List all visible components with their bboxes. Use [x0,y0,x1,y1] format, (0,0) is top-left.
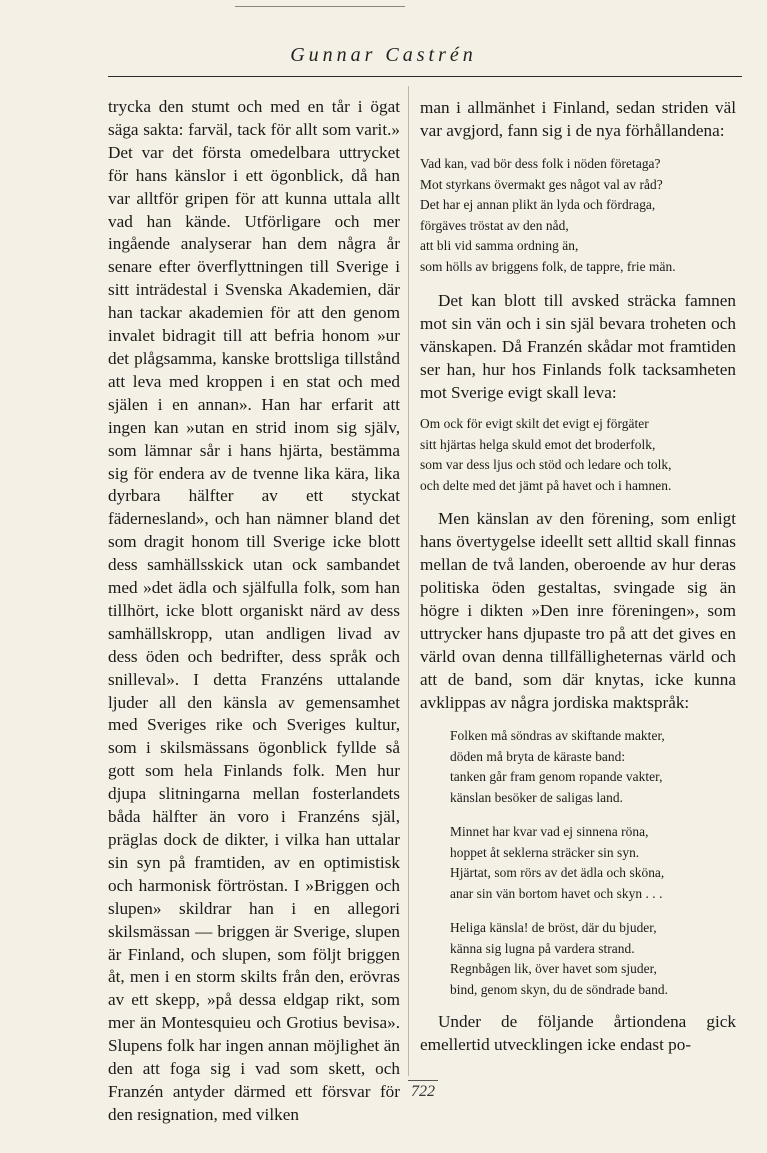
right-paragraph-3: Men känslan av den förening, som enligt hans övertygelse ideellt sett alltid skall finnas mellan de två landen, oberoende av hur deras politiska öden gestaltas, svingade sig än högre i dikten »Den inre föreningen», som uttrycker hans djupaste tro på att det gives en värld ovan denna tillfälligheternas värld och att de band, som där knytas, icke kunna avklippas av några jordiska maktspråk: [420,509,736,712]
verse-line: tanken går fram genom ropande vakter, [450,769,663,784]
verse-quote-2 [420,414,736,496]
verse-stanza-3 [450,918,736,1000]
verse-line: anar sin vän bortom havet och skyn . . . [450,885,663,901]
verse-line: Om ock för evigt skilt det evigt ej förgäter [420,416,649,431]
verse-line: Folken må söndras av skiftande makter, [450,728,665,743]
right-column [420,96,736,1056]
verse-stanza-2 [450,822,736,904]
verse-line: som hölls av briggens folk, de tappre, frie män. [420,258,676,274]
verse-line: och delte med det jämt på havet och i hamnen. [420,477,672,493]
verse-line: förgäves tröstat av den nåd, [420,217,569,233]
left-column [108,96,400,1127]
verse-line: Heliga känsla! de bröst, där du bjuder, [450,920,657,935]
column-divider [408,86,409,1076]
verse-line: Minnet har kvar vad ej sinnena röna, [450,824,649,839]
verse-line: Hjärtat, som rörs av det ädla och sköna, [450,865,665,880]
right-paragraph-2: Det kan blott till avsked sträcka famnen mot sin vän och i sin själ bevara troheten och vänskapen. Då Franzén skådar mot framtiden ser han, hur hos Finlands folk tacksamheten mot Sverige evigt skall leva: [420,291,736,402]
page-number: 722 [411,1083,435,1100]
verse-stanza-1 [450,726,736,808]
verse-line: som var dess ljus och stöd och ledare och tolk, [420,457,672,472]
verse-line: känslan besöker de saligas land. [450,789,624,805]
verse-line: bind, genom skyn, du de söndrade band. [450,981,668,997]
verse-line: Regnbågen lik, över havet som sjuder, [450,961,657,976]
left-column-text: trycka den stumt och med en tår i ögat säga sakta: farväl, tack för allt som varit.» Det var det första omedelbara uttrycket för hans känslor i ett ögonblick, då han var alltför gripen för att kunna uttala allt vad han kände. Utförligare och mer ingående analyserar han dem några år senare efter överflyttningen till Sverige i sitt inträdestal i Svenska Akademien, där han tackar akademien för att den genom invalet bidragit till att befria honom »ur det plågsamma, kanske brottsliga tillstånd att leva med kroppen i en stat och med själen i en annan». Han har erfarit att ingen kan »utan en strid inom sig själv, som lämnar sår i hans hjärta, bestämma sig för endera av de tvenne lika kära, lika dyrbara hälfter av ett styckat fädernesland», och han nämner bland det som dragit honom till Sverige icke blott dess samhällsskick utan ock sambandet med »det ädla och själfulla folk, som han tillhört, icke blott organiskt närd av dess samhällskropp, utan andligen livad av dess öden och bedrifter, dess språk och snilleval». I detta Franzéns uttalande ljuder all den känsla av gemensamhet med Sveriges rike och Sveriges kultur, som i skilsmässans ögonblick fyllde så gott som hela Finlands folk. Men hur djupa slitningarna mellan fosterlandets båda hälfter än voro i Franzéns själ, präglas dock de dikter, i vilka han uttalar sin syn på framtiden, av en optimistisk och harmonisk förtröstan. I »Briggen och slupen» skildrar han i en allegori skilsmässan — briggen är Sverige, slupen är Finland, och slupen, som följt briggen åt, men i en storm skilts från den, erövras av ett skepp, »på dessa eldgap rikt, som mer än Montesquieu och Grotius bevisa». Slupens folk har ingen annan möjlighet än den att foga sig i vad som skett, och Franzén antyder därmed ett försvar för den resignation, med vilken [108,97,400,1124]
header-rule [108,76,742,77]
verse-line: Vad kan, vad bör dess folk i nöden företaga? [420,156,661,171]
right-paragraph-4: Under de följande årtiondena gick emellertid utvecklingen icke endast po- [420,1012,736,1054]
verse-quote-1 [420,154,736,277]
verse-line: känna sig lugna på vardera strand. [450,940,635,956]
footer-rule [408,1080,438,1081]
running-head: Gunnar Castrén [290,44,477,66]
verse-line: att bli vid samma ordning än, [420,238,579,253]
verse-line: sitt hjärtas helga skuld emot det broderfolk, [420,436,656,452]
verse-line: Det har ej annan plikt än lyda och fördraga, [420,197,656,212]
right-intro-paragraph: man i allmänhet i Finland, sedan striden väl var avgjord, fann sig i de nya förhållandena: [420,98,736,140]
top-edge-rule [235,6,405,7]
verse-line: Mot styrkans övermakt ges något val av råd? [420,176,663,192]
verse-line: hoppet åt seklerna sträcker sin syn. [450,844,640,860]
verse-quote-3 [420,726,736,1000]
verse-line: döden må bryta de käraste band: [450,748,626,764]
